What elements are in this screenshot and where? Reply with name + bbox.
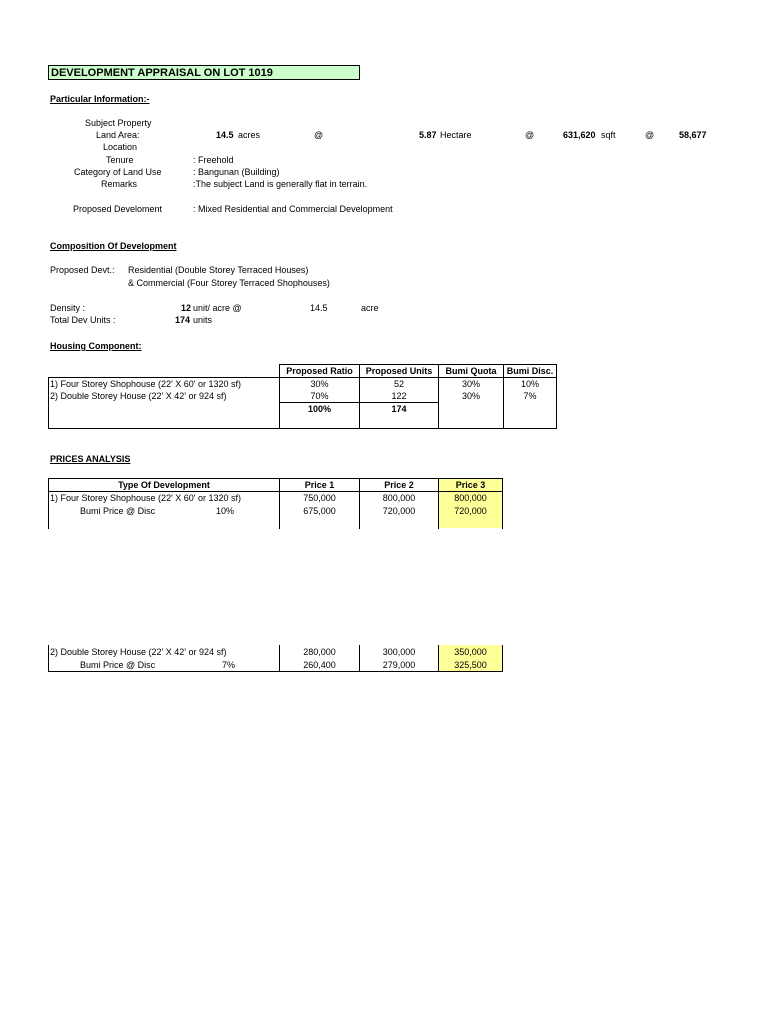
price-row-2-name: 2) Double Storey House (22' X 42' or 924 sf)	[50, 647, 227, 657]
housing-total-units: 174	[391, 404, 407, 414]
bumi-row-1-disc: 10%	[216, 506, 235, 516]
prices-heading: PRICES ANALYSIS	[50, 454, 131, 464]
devt-label: Proposed Devt.:	[50, 265, 115, 275]
housing-row-1-units: 52	[393, 379, 404, 389]
bumi-row-1-label: Bumi Price @ Disc	[80, 506, 156, 516]
proposed-label: Proposed Develoment	[73, 204, 163, 214]
col-proposed-units: Proposed Units	[365, 366, 433, 376]
price-row-1-name: 1) Four Storey Shophouse (22' X 60' or 1320 sf)	[50, 493, 242, 503]
at-sign-3: @	[645, 130, 655, 140]
land-area-label: Land Area:	[96, 130, 140, 140]
housing-row-1-disc: 10%	[520, 379, 539, 389]
density-unit: unit/ acre @	[193, 303, 242, 313]
bumi-row-2-disc: 7%	[222, 660, 236, 670]
housing-row-1-quota: 30%	[461, 379, 480, 389]
remarks-label: Remarks	[101, 179, 138, 189]
total-units-label: Total Dev Units :	[50, 315, 116, 325]
total-units-unit: units	[193, 315, 213, 325]
col-type-of-development: Type Of Development	[118, 480, 210, 490]
density-acre-value: 14.5	[310, 303, 328, 313]
bumi-row-2-label: Bumi Price @ Disc	[80, 660, 156, 670]
col-price-3: Price 3	[455, 480, 486, 490]
tenure-label: Tenure	[106, 155, 134, 165]
housing-row-2-quota: 30%	[461, 391, 480, 401]
housing-row-2-ratio: 70%	[310, 391, 329, 401]
density-label: Density :	[50, 303, 86, 313]
hectare-value: 5.87	[419, 130, 437, 140]
bumi-row-1-b1: 675,000	[303, 506, 336, 516]
sqft-unit: sqft	[601, 130, 616, 140]
devt-line-1: Residential (Double Storey Terraced Houses)	[128, 265, 309, 275]
remarks-value: :The subject Land is generally flat in terrain.	[193, 179, 368, 189]
category-label: Category of Land Use	[74, 167, 162, 177]
price-row-1-p1: 750,000	[303, 493, 336, 503]
extra-value: 58,677	[679, 130, 707, 140]
col-price-2: Price 2	[384, 480, 414, 490]
subject-property-label: Subject Property	[85, 118, 152, 128]
page-title: DEVELOPMENT APPRAISAL ON LOT 1019	[48, 65, 360, 80]
housing-row-1-name: 1) Four Storey Shophouse (22' X 60' or 1320 sf)	[50, 379, 242, 389]
land-area-acres-unit: acres	[238, 130, 261, 140]
housing-total-ratio: 100%	[307, 404, 332, 414]
category-value: : Bangunan (Building)	[193, 167, 280, 177]
bumi-row-1-b2: 720,000	[382, 506, 416, 516]
bumi-row-2-b2: 279,000	[382, 660, 416, 670]
density-acre-unit: acre	[361, 303, 379, 313]
price-row-1-p3: 800,000	[454, 493, 487, 503]
col-bumi-disc: Bumi Disc.	[506, 366, 554, 376]
land-area-acres-value: 14.5	[216, 130, 234, 140]
at-sign-2: @	[525, 130, 535, 140]
proposed-value: : Mixed Residential and Commercial Development	[193, 204, 393, 214]
at-sign-1: @	[314, 130, 324, 140]
col-price-1: Price 1	[304, 480, 335, 490]
sqft-value: 631,620	[563, 130, 596, 140]
housing-row-2-name: 2) Double Storey House (22' X 42' or 924 sf)	[50, 391, 227, 401]
housing-heading: Housing Component:	[50, 341, 142, 351]
housing-row-1-ratio: 30%	[310, 379, 329, 389]
tenure-value: : Freehold	[193, 155, 234, 165]
price-row-2-p3: 350,000	[454, 647, 487, 657]
location-label: Location	[103, 142, 138, 152]
col-proposed-ratio: Proposed Ratio	[286, 366, 353, 376]
total-units-value: 174	[175, 315, 191, 325]
density-value: 12	[181, 303, 192, 313]
price-row-2-p2: 300,000	[382, 647, 416, 657]
housing-row-2-disc: 7%	[523, 391, 537, 401]
hectare-unit: Hectare	[440, 130, 472, 140]
bumi-row-2-b3: 325,500	[454, 660, 487, 670]
composition-heading: Composition Of Development	[50, 241, 177, 251]
devt-line-2: & Commercial (Four Storey Terraced Shophouses)	[128, 278, 330, 288]
col-bumi-quota: Bumi Quota	[445, 366, 497, 376]
particular-heading: Particular Information:-	[50, 94, 150, 104]
price-row-2-p1: 280,000	[303, 647, 336, 657]
housing-row-2-units: 122	[391, 391, 407, 401]
bumi-row-1-b3: 720,000	[454, 506, 487, 516]
price-row-1-p2: 800,000	[382, 493, 416, 503]
bumi-row-2-b1: 260,400	[303, 660, 336, 670]
